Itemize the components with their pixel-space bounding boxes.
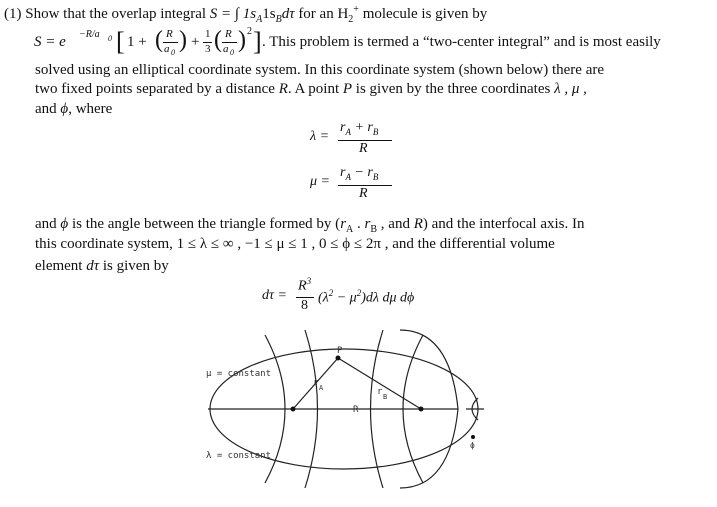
mu-num-r: r — [340, 165, 346, 180]
lambda-den: R — [359, 141, 368, 156]
intro-end: molecule is given by — [362, 6, 488, 22]
ve-rhs-minus: − μ — [333, 290, 357, 306]
p2-l1b: is the angle between the triangle formed by ( — [71, 216, 341, 232]
sub-b: B — [275, 14, 282, 25]
ra-label: r — [313, 378, 319, 388]
mu-lhs: μ = — [310, 174, 330, 189]
ve-rhs-sq1: 2 — [328, 288, 334, 298]
focus-b — [419, 407, 424, 412]
p2-l1c: , and — [377, 216, 410, 232]
ve-rhs-open: (λ — [318, 290, 329, 306]
rb-label-sub: B — [383, 393, 388, 401]
p2-rb-sub: B — [370, 224, 378, 235]
s-eq-exp: −R/a — [79, 29, 100, 40]
p2-sep1: . — [353, 216, 365, 232]
sub-a: A — [256, 14, 263, 25]
p2-rb: r — [364, 216, 371, 232]
mu-num-op: − r — [350, 165, 373, 180]
lambda-num-sub-b: B — [372, 126, 379, 137]
ve-lhs: dτ = — [262, 288, 287, 303]
mu-num-sub-a: A — [345, 171, 351, 182]
problem-intro: Show that the overlap integral — [25, 6, 207, 22]
phi-var: ϕ — [60, 101, 69, 117]
bracket-content-1: 1 + — [127, 34, 147, 50]
h2-sub: 2 — [348, 14, 354, 25]
rb-line — [338, 358, 421, 409]
p2-dtau: dτ — [86, 258, 100, 274]
p2-ra-sub: A — [346, 224, 354, 235]
one-third-num: 1 — [205, 28, 211, 40]
bracket-open: [ — [116, 27, 125, 56]
frac2-r-den-sub: 0 — [230, 48, 234, 57]
phi-dot — [471, 435, 475, 439]
p2-phi: ϕ — [60, 216, 69, 232]
lambda-lhs: λ = — [310, 129, 330, 144]
p-var: P — [342, 81, 353, 97]
paren-close-1: ) — [179, 27, 187, 53]
paren-open-2: ( — [214, 27, 222, 53]
frac-r-den-sub: 0 — [171, 48, 175, 57]
ve-num-r: R — [298, 278, 307, 294]
paren-close-2: ) — [238, 27, 246, 53]
point-p — [336, 356, 341, 361]
mu-constant-label: μ = constant — [206, 369, 272, 379]
p-point-label: P — [337, 346, 343, 356]
dtau-1: dτ — [281, 6, 295, 22]
sq: 2 — [247, 26, 252, 37]
p2-r: R — [413, 216, 423, 232]
intro-tail: for an H — [298, 6, 349, 22]
mu-num-sub-b: B — [372, 171, 379, 182]
p2-l1a: and — [35, 216, 57, 232]
p2-l3a: element — [35, 258, 83, 274]
overlap-integral-expr: S = ∫ 1s — [209, 6, 257, 22]
p2-l3b: is given by — [102, 258, 169, 274]
r-distance-label: R — [353, 405, 359, 415]
frac-r-num: R — [166, 28, 173, 40]
mu-den: R — [359, 186, 368, 201]
ve-rhs-close: )dλ dμ dϕ — [361, 290, 415, 306]
rb-label: r — [377, 387, 383, 397]
line-4c: is given by the three coordinates — [355, 81, 551, 97]
frac2-r-den: a — [223, 43, 229, 55]
s-eq-exp-sub: 0 — [108, 34, 112, 43]
lambda-num-sub-a: A — [345, 126, 351, 137]
ra-label-sub: A — [319, 384, 324, 392]
frac2-r-num: R — [225, 28, 232, 40]
line-5b: , where — [68, 101, 113, 117]
plus-third: + — [191, 34, 200, 50]
line-4a: two fixed points separated by a distance — [35, 81, 275, 97]
bracket-close: ] — [253, 27, 262, 56]
line-3-text: solved using an elliptical coordinate system. In this coordinate system (shown below) there are — [35, 62, 605, 78]
lambda-num-op: + r — [350, 120, 373, 135]
lambda-num-r: r — [340, 120, 346, 135]
paren-open-1: ( — [155, 27, 163, 53]
focus-a — [291, 407, 296, 412]
line-5a: and — [35, 101, 57, 117]
mid-1s: 1s — [262, 6, 276, 22]
ve-rhs-sq2: 2 — [356, 288, 362, 298]
lambda-mu: λ , μ , — [554, 81, 587, 97]
ve-num-sup: 3 — [306, 276, 312, 286]
p2-l1d: ) and the interfocal axis. In — [422, 216, 585, 232]
s-eq-lhs: S = e — [34, 34, 66, 50]
lambda-constant-label: λ = constant — [206, 451, 272, 461]
r-var: R — [278, 81, 288, 97]
problem-number: (1) — [4, 6, 22, 22]
line2-tail: . This problem is termed a “two-center integral” and is most easily — [262, 34, 661, 50]
one-third-den: 3 — [205, 43, 211, 55]
frac-r-den: a — [164, 43, 170, 55]
p2-ra: r — [340, 216, 347, 232]
phi-label: ϕ — [470, 441, 475, 450]
p2-l2: this coordinate system, 1 ≤ λ ≤ ∞ , −1 ≤ μ ≤ 1 , 0 ≤ ϕ ≤ 2π , and the differential volume — [35, 236, 555, 252]
h2-sup: + — [353, 4, 359, 15]
line-4b: . A point — [287, 81, 340, 97]
ve-den: 8 — [301, 298, 308, 313]
